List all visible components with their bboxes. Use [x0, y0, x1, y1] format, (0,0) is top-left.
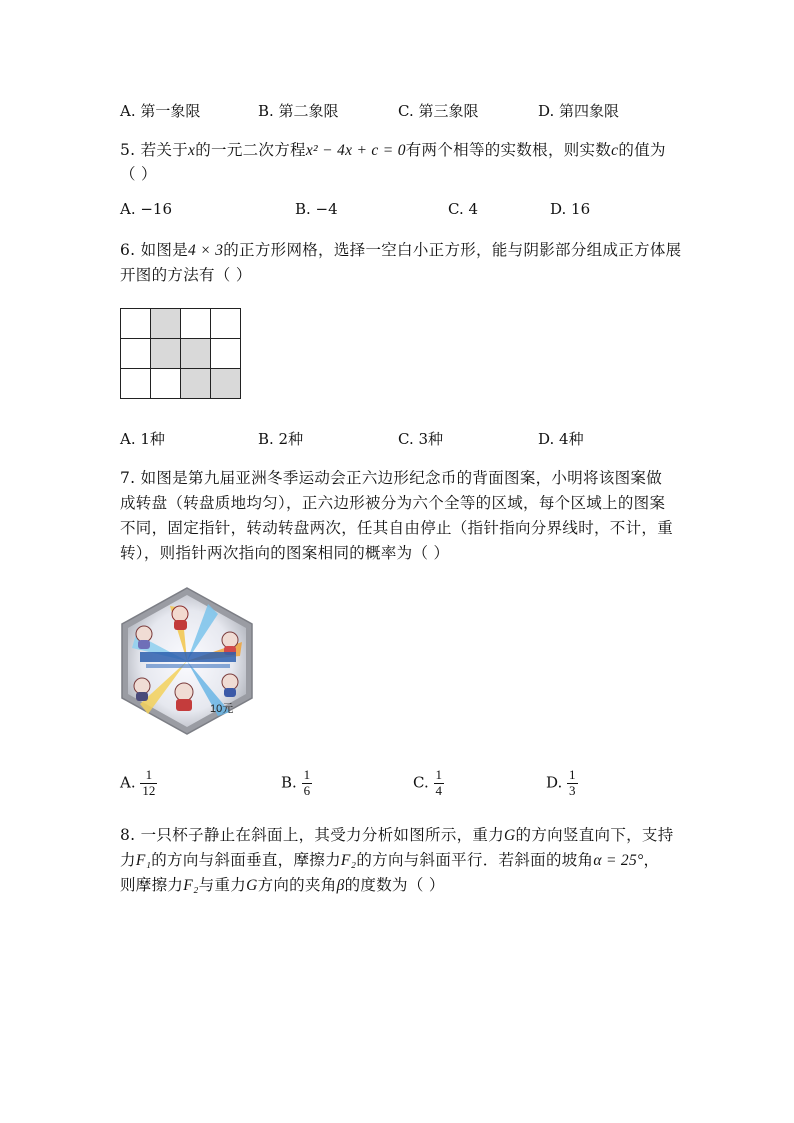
q8-stem-line2: 力F₁的方向与斜面垂直，摩擦力F₂的方向与斜面平行．若斜面的坡角α = 25°， — [120, 851, 660, 869]
q7-option-d: D. $\frac{1}{3}$ — [546, 767, 576, 798]
q8-stem-line1: 8. 一只杯子静止在斜面上，其受力分析如图所示，重力G的方向竖直向下，支持 — [120, 826, 674, 844]
q7-stem-line1: 7. 如图是第九届亚洲冬季运动会正六边形纪念币的背面图案，小明将该图案做 — [120, 469, 663, 487]
q6-stem-line1: 6. 如图是4 × 3的正方形网格，选择一空白小正方形，能与阴影部分组成正方体展 — [120, 241, 682, 259]
grid-row — [121, 309, 241, 339]
q5-option-c: C. 4 — [448, 200, 479, 218]
hexagon-coin-image — [118, 586, 256, 736]
grid-cell-blank — [181, 309, 211, 339]
fraction: $\frac{1}{12}$ — [142, 767, 156, 798]
q6-option-c: C. 3种 — [398, 430, 444, 448]
grid-row — [121, 339, 241, 369]
grid-cell-shaded — [211, 369, 241, 399]
q4-option-b: B. 第二象限 — [258, 102, 339, 120]
q5-option-a: A. −16 — [120, 200, 173, 218]
q6-option-d: D. 4种 — [538, 430, 584, 448]
q6-stem-line2: 开图的方法有（ ） — [120, 266, 252, 284]
fraction: $\frac{1}{6}$ — [303, 767, 311, 798]
grid-cell-blank — [121, 339, 151, 369]
grid-row — [121, 369, 241, 399]
grid-cell-shaded — [151, 309, 181, 339]
fraction: $\frac{1}{4}$ — [435, 767, 442, 798]
q7-option-b: B. $\frac{1}{6}$ — [281, 767, 311, 798]
q7-option-c: C. $\frac{1}{4}$ — [413, 767, 442, 798]
q5-stem: 5. 若关于x的一元二次方程x² − 4x + c = 0有两个相等的实数根，则实数c的值为 — [120, 141, 666, 159]
grid-cell-shaded — [181, 339, 211, 369]
q7-stem-line2: 成转盘（转盘质地均匀），正六边形被分为六个全等的区域，每个区域上的图案 — [120, 494, 666, 512]
grid-cell-blank — [121, 309, 151, 339]
square-grid — [120, 308, 241, 399]
q5-option-b: B. −4 — [295, 200, 338, 218]
q8-stem-line3: 则摩擦力F₂与重力G方向的夹角β的度数为（ ） — [120, 876, 445, 894]
q5-option-d: D. 16 — [550, 200, 591, 218]
q6-option-b: B. 2种 — [258, 430, 304, 448]
q4-option-a: A. 第一象限 — [120, 102, 201, 120]
q7-stem-line3: 不同，固定指针，转动转盘两次，任其自由停止（指针指向分界线时，不计，重 — [120, 519, 674, 537]
q7-option-a: A. $\frac{1}{12}$ — [120, 767, 156, 798]
grid-cell-blank — [121, 369, 151, 399]
q4-option-c: C. 第三象限 — [398, 102, 479, 120]
q5-blank: （ ） — [120, 165, 157, 183]
q7-stem-line4: 转），则指针两次指向的图案相同的概率为（ ） — [120, 544, 450, 562]
grid-cell-shaded — [181, 369, 211, 399]
grid-cell-blank — [211, 309, 241, 339]
grid-cell-blank — [151, 369, 181, 399]
grid-cell-shaded — [151, 339, 181, 369]
q4-option-d: D. 第四象限 — [538, 102, 620, 120]
grid-cell-blank — [211, 339, 241, 369]
coin-denomination: 10元 — [210, 703, 234, 715]
q6-option-a: A. 1种 — [120, 430, 165, 448]
fraction: $\frac{1}{3}$ — [569, 767, 576, 798]
